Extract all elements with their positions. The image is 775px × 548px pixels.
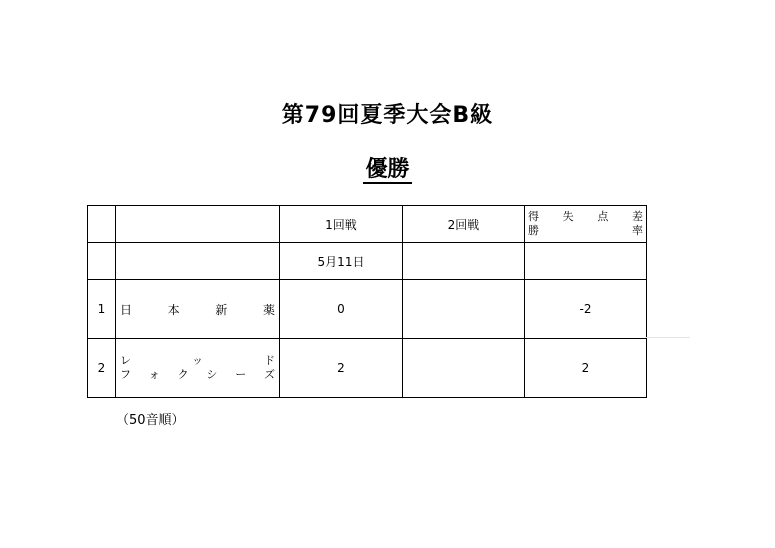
team-name-char: 本 (167, 302, 180, 317)
point-diff: 2 (525, 339, 647, 398)
header-round2: 2回戦 (403, 206, 525, 243)
header-stats (525, 206, 647, 243)
team-name-char: レ (120, 354, 131, 367)
row-number: 1 (88, 280, 116, 339)
team-name-line2 (120, 368, 275, 382)
row-number: 2 (88, 339, 116, 398)
round2-score (403, 280, 525, 339)
team-name (116, 339, 280, 398)
team-name-char: ー (235, 368, 247, 381)
team-name-char: シ (206, 368, 218, 381)
point-diff: -2 (525, 280, 647, 339)
header-team-cell (116, 206, 280, 243)
team-name-char: ォ (148, 368, 160, 381)
team-name-char: フ (120, 368, 131, 381)
date-round1: 5月11日 (280, 243, 403, 280)
date-num-cell (88, 243, 116, 280)
stats-header-char: 勝 (528, 224, 539, 237)
date-stats-cell (525, 243, 647, 280)
team-name-line1 (120, 354, 275, 368)
stats-header-char: 点 (597, 210, 609, 223)
team-name-char: ク (177, 368, 189, 381)
page-title: 第79回夏季大会B級 (281, 103, 494, 128)
header-row (88, 206, 647, 243)
team-name-char: 日 (120, 302, 133, 317)
date-round2 (403, 243, 525, 280)
header-num-cell (88, 206, 116, 243)
team-name-char: ッ (192, 354, 203, 367)
stats-header-line1 (528, 210, 643, 224)
round2-score (403, 339, 525, 398)
team-name-char: 新 (215, 302, 228, 317)
table-row (88, 280, 647, 339)
header-round1: 1回戦 (280, 206, 403, 243)
date-row (88, 243, 647, 280)
team-name-char: ド (264, 354, 275, 367)
team-name (116, 280, 280, 339)
page-subtitle (0, 152, 775, 183)
team-name-char: 薬 (262, 302, 275, 317)
results-table (87, 205, 647, 398)
round1-score: 0 (280, 280, 403, 339)
date-team-cell (116, 243, 280, 280)
table-row (88, 339, 647, 398)
subtitle-text: 優勝 (365, 157, 410, 182)
sort-note: （50音順） (116, 413, 185, 428)
team-name-char: ズ (263, 368, 275, 381)
stats-header-char: 率 (632, 224, 643, 237)
stats-header-char: 得 (528, 210, 539, 223)
round1-score: 2 (280, 339, 403, 398)
divider (645, 337, 690, 338)
stats-header-char: 差 (631, 210, 643, 223)
stats-header-char: 失 (562, 210, 574, 223)
stats-header-line2 (528, 224, 643, 238)
